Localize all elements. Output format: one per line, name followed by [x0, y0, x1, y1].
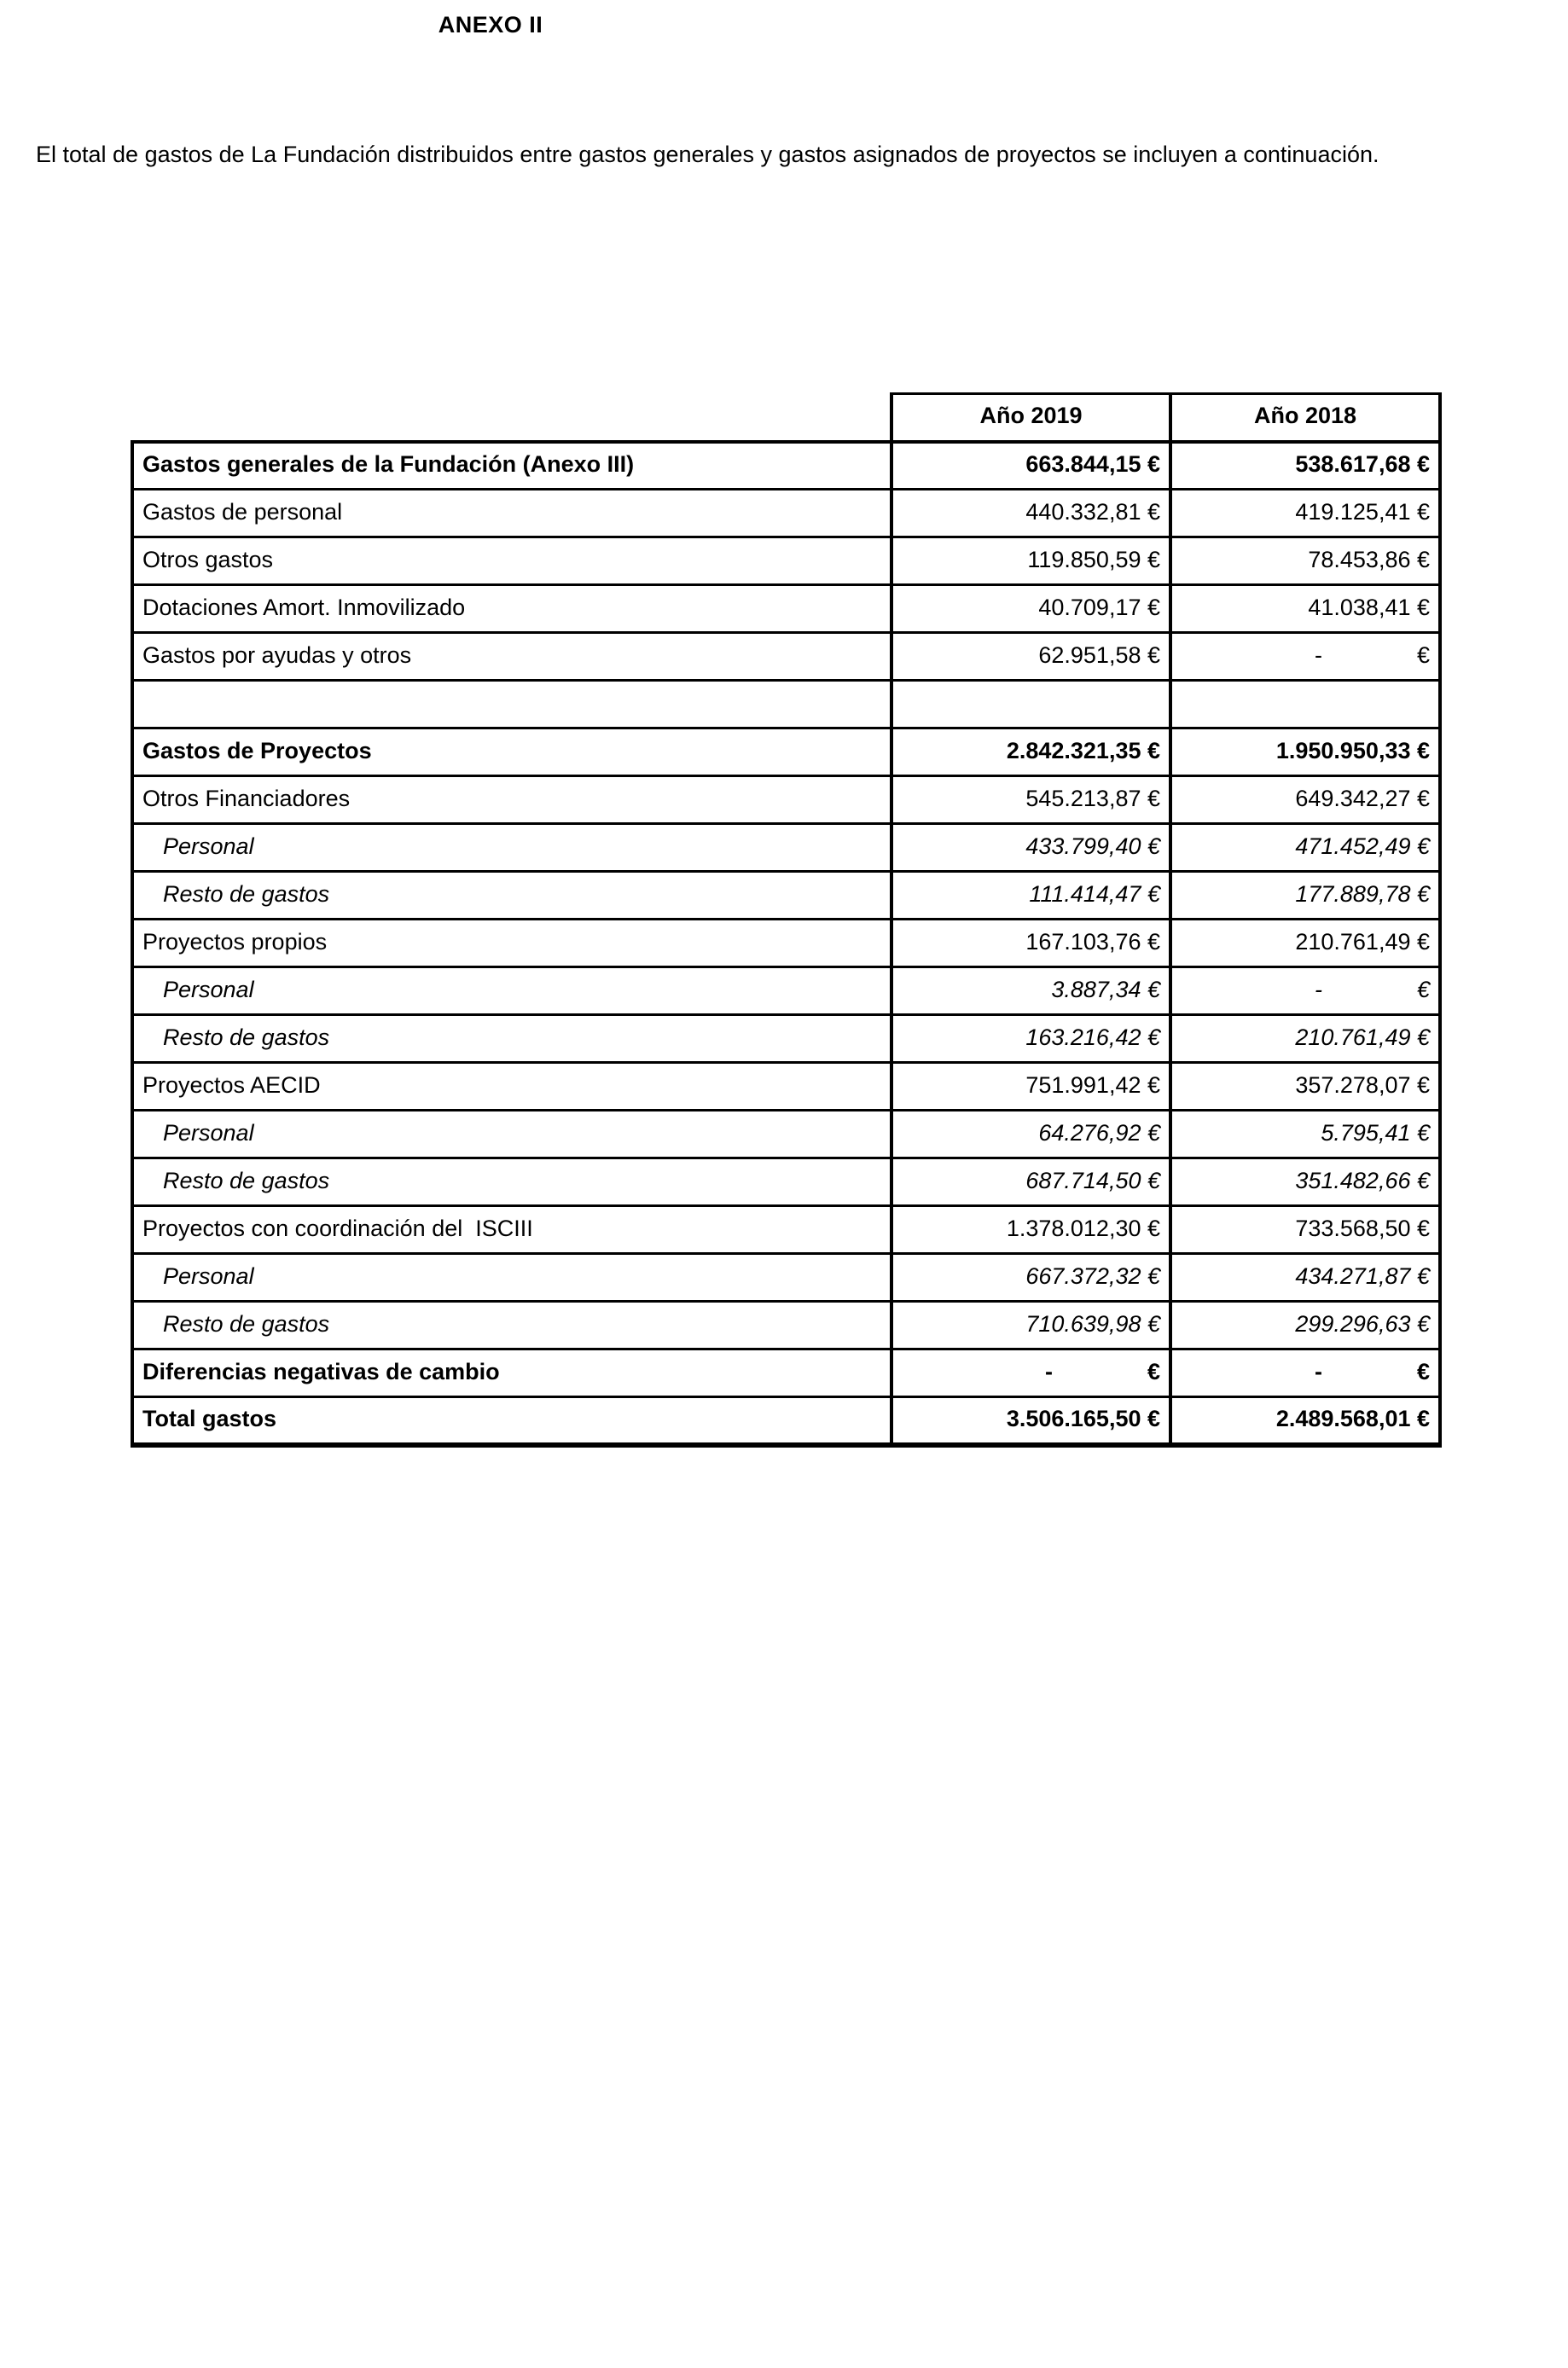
cell-amount-2018: - €	[1170, 633, 1440, 681]
cell-amount-2018: 434.271,87 €	[1170, 1254, 1440, 1302]
cell-amount-2019: 1.378.012,30 €	[891, 1206, 1170, 1254]
cell-amount-2018: 538.617,68 €	[1170, 442, 1440, 490]
table-row	[132, 1111, 1440, 1158]
cell-amount-2019: 3.506.165,50 €	[891, 1397, 1170, 1445]
cell-amount-2018: 733.568,50 €	[1170, 1206, 1440, 1254]
row-label: Resto de gastos	[132, 1158, 891, 1206]
cell-amount-2019: 167.103,76 €	[891, 920, 1170, 967]
column-header-year-2018: Año 2018	[1170, 394, 1440, 442]
cell-amount-2019: 3.887,34 €	[891, 967, 1170, 1015]
row-label: Proyectos propios	[132, 920, 891, 967]
cell-amount-2018: 177.889,78 €	[1170, 872, 1440, 920]
table-row-total	[132, 1397, 1440, 1445]
cell-amount-2018: 357.278,07 €	[1170, 1063, 1440, 1111]
cell-amount-2018: 299.296,63 €	[1170, 1302, 1440, 1349]
cell-amount-2018: 649.342,27 €	[1170, 776, 1440, 824]
table-row	[132, 728, 1440, 776]
table-row	[132, 633, 1440, 681]
cell-amount-2018: 351.482,66 €	[1170, 1158, 1440, 1206]
cell-amount-2018	[1170, 681, 1440, 728]
table-row	[132, 1302, 1440, 1349]
cell-amount-2018: 1.950.950,33 €	[1170, 728, 1440, 776]
table-row	[132, 967, 1440, 1015]
row-label: Gastos generales de la Fundación (Anexo III)	[132, 442, 891, 490]
table-row	[132, 1063, 1440, 1111]
table-header-row	[132, 394, 1440, 442]
row-label: Personal	[132, 1111, 891, 1158]
row-label: Dotaciones Amort. Inmovilizado	[132, 585, 891, 633]
intro-paragraph: El total de gastos de La Fundación distribuidos entre gastos generales y gastos asignados de proyectos se incluyen a continuación.	[36, 142, 1379, 167]
row-label	[132, 681, 891, 728]
row-label: Gastos por ayudas y otros	[132, 633, 891, 681]
cell-amount-2019: 667.372,32 €	[891, 1254, 1170, 1302]
row-label: Personal	[132, 967, 891, 1015]
table-row	[132, 585, 1440, 633]
row-label: Diferencias negativas de cambio	[132, 1349, 891, 1397]
row-label: Resto de gastos	[132, 872, 891, 920]
table-row	[132, 824, 1440, 872]
table-row	[132, 537, 1440, 585]
row-label: Total gastos	[132, 1397, 891, 1445]
row-label: Gastos de Proyectos	[132, 728, 891, 776]
row-label: Otros gastos	[132, 537, 891, 585]
table-row	[132, 490, 1440, 537]
cell-amount-2019: 663.844,15 €	[891, 442, 1170, 490]
cell-amount-2019: 64.276,92 €	[891, 1111, 1170, 1158]
table-body	[132, 442, 1440, 1445]
cell-amount-2018: 5.795,41 €	[1170, 1111, 1440, 1158]
row-label: Personal	[132, 1254, 891, 1302]
cell-amount-2019: 62.951,58 €	[891, 633, 1170, 681]
cell-amount-2019	[891, 681, 1170, 728]
cell-amount-2019: 433.799,40 €	[891, 824, 1170, 872]
cell-amount-2019: 751.991,42 €	[891, 1063, 1170, 1111]
expenses-table-container	[131, 392, 1438, 1448]
row-label: Proyectos con coordinación del ISCIII	[132, 1206, 891, 1254]
cell-amount-2019: 111.414,47 €	[891, 872, 1170, 920]
cell-amount-2019: 119.850,59 €	[891, 537, 1170, 585]
cell-amount-2019: 440.332,81 €	[891, 490, 1170, 537]
cell-amount-2018: - €	[1170, 967, 1440, 1015]
row-label: Personal	[132, 824, 891, 872]
cell-amount-2018: 210.761,49 €	[1170, 920, 1440, 967]
row-label: Gastos de personal	[132, 490, 891, 537]
table-row	[132, 1158, 1440, 1206]
cell-amount-2018: 78.453,86 €	[1170, 537, 1440, 585]
page-title: ANEXO II	[438, 12, 543, 38]
table-row	[132, 920, 1440, 967]
table-row	[132, 776, 1440, 824]
cell-amount-2019: 2.842.321,35 €	[891, 728, 1170, 776]
cell-amount-2018: 419.125,41 €	[1170, 490, 1440, 537]
cell-amount-2019: - €	[891, 1349, 1170, 1397]
cell-amount-2019: 40.709,17 €	[891, 585, 1170, 633]
cell-amount-2018: 471.452,49 €	[1170, 824, 1440, 872]
cell-amount-2018: 2.489.568,01 €	[1170, 1397, 1440, 1445]
row-label: Resto de gastos	[132, 1302, 891, 1349]
row-label: Otros Financiadores	[132, 776, 891, 824]
table-spacer-row	[132, 681, 1440, 728]
row-label: Proyectos AECID	[132, 1063, 891, 1111]
expenses-table	[131, 392, 1442, 1448]
cell-amount-2019: 710.639,98 €	[891, 1302, 1170, 1349]
cell-amount-2019: 687.714,50 €	[891, 1158, 1170, 1206]
table-row	[132, 1015, 1440, 1063]
cell-amount-2019: 545.213,87 €	[891, 776, 1170, 824]
cell-amount-2018: 41.038,41 €	[1170, 585, 1440, 633]
table-row	[132, 1349, 1440, 1397]
table-row	[132, 442, 1440, 490]
table-row	[132, 872, 1440, 920]
table-row	[132, 1254, 1440, 1302]
cell-amount-2019: 163.216,42 €	[891, 1015, 1170, 1063]
table-header	[132, 394, 1440, 442]
row-label: Resto de gastos	[132, 1015, 891, 1063]
cell-amount-2018: 210.761,49 €	[1170, 1015, 1440, 1063]
cell-amount-2018: - €	[1170, 1349, 1440, 1397]
column-header-year-2019: Año 2019	[891, 394, 1170, 442]
table-row	[132, 1206, 1440, 1254]
table-corner-blank	[132, 394, 891, 442]
